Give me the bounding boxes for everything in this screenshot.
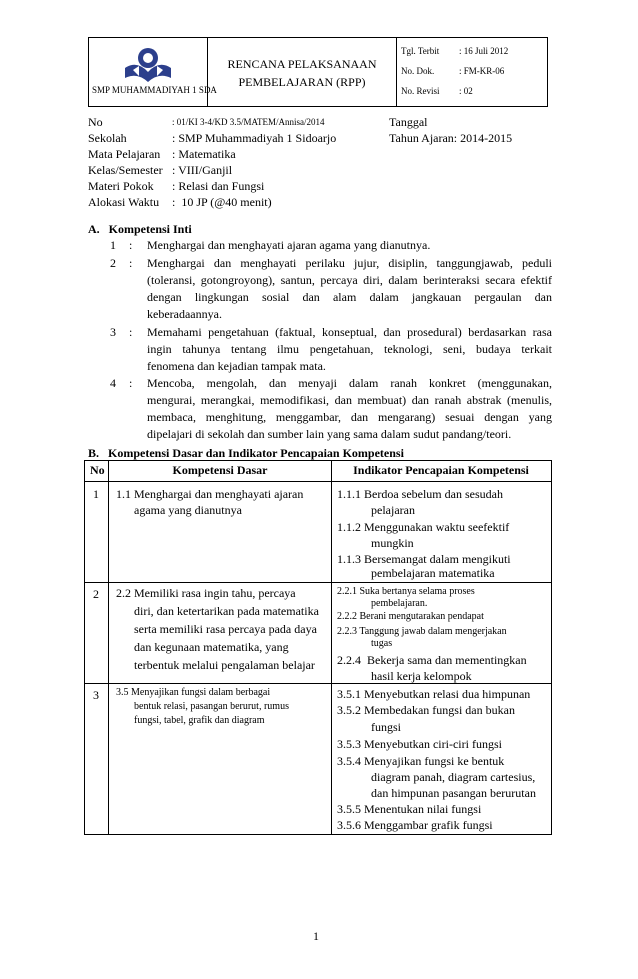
- row-number: 3: [93, 688, 99, 702]
- identity-mapel-label: Mata Pelajaran: [88, 147, 161, 161]
- indicator-text-line: 1.1.3 Bersemangat dalam mengikuti: [337, 552, 511, 566]
- page-number: 1: [313, 929, 319, 943]
- kd-text-line: dan kegunaan matematika, yang: [134, 640, 289, 654]
- table-header-indicator: Indikator Pencapaian Kompetensi: [353, 463, 529, 477]
- identity-mapel-value: : Matematika: [172, 147, 236, 161]
- row-number: 2: [93, 587, 99, 601]
- document-title-line2: PEMBELAJARAN (RPP): [238, 75, 366, 89]
- indicator-text-line: 2.2.1 Suka bertanya selama proses: [337, 586, 475, 597]
- ki-number: 3: [110, 325, 116, 339]
- ki-text-line: ingin tahunya tentang ilmu pengetahuan, teknologi, seni, budaya terkait: [147, 342, 552, 356]
- ki-colon: :: [129, 376, 133, 390]
- indicator-text-line: pembelajaran.: [371, 598, 428, 609]
- indicator-text-line: 3.5.6 Menggambar grafik fungsi: [337, 818, 493, 832]
- identity-sekolah-value: : SMP Muhammadiyah 1 Sidoarjo: [172, 131, 337, 145]
- indicator-text-line: 3.5.5 Menentukan nilai fungsi: [337, 802, 482, 816]
- indicator-text-line: fungsi: [371, 720, 401, 734]
- indicator-text-line: pembelajaran matematika: [371, 566, 495, 580]
- identity-tanggal-label: Tanggal: [389, 115, 428, 129]
- ki-number: 1: [110, 238, 116, 252]
- school-logo-text: SMP MUHAMMADIYAH 1 SDA: [92, 85, 217, 95]
- identity-alokasi-value: : 10 JP (@40 menit): [172, 195, 272, 209]
- indicator-text-line: 3.5.3 Menyebutkan ciri-ciri fungsi: [337, 737, 502, 751]
- indicator-text-line: diagram panah, diagram cartesius,: [371, 770, 536, 784]
- indicator-text-line: 2.2.4 Bekerja sama dan mementingkan: [337, 653, 527, 667]
- indicator-text-line: mungkin: [371, 536, 414, 550]
- school-logo-icon: [119, 46, 177, 86]
- ki-number: 2: [110, 256, 116, 270]
- meta-label-dok: No. Dok.: [401, 66, 435, 76]
- identity-materi-label: Materi Pokok: [88, 179, 154, 193]
- kd-text-line: terbentuk melalui pengalaman belajar: [134, 658, 315, 672]
- table-header-kd: Kompetensi Dasar: [172, 463, 268, 477]
- indicator-text-line: 3.5.1 Menyebutkan relasi dua himpunan: [337, 687, 531, 701]
- indicator-text-line: 2.2.3 Tanggung jawab dalam mengerjakan: [337, 626, 507, 637]
- ki-text-line: Menghargai dan menghayati perilaku jujur, disiplin, tanggungjawab, peduli: [147, 256, 552, 270]
- kd-text-line: 2.2 Memiliki rasa ingin tahu, percaya: [116, 586, 296, 600]
- ki-colon: :: [129, 256, 133, 270]
- section-b-title: B. Kompetensi Dasar dan Indikator Pencapaian Kompetensi: [88, 446, 404, 460]
- kd-text-line: serta memiliki rasa percaya pada daya: [134, 622, 317, 636]
- ki-text-line: Menghargai dan menghayati ajaran agama yang dianutnya.: [147, 238, 431, 252]
- ki-text-line: membaca, menghitung, menggambar, dan mengarang) sesuai dengan yang: [147, 410, 552, 424]
- ki-text-line: Mencoba, mengolah, dan menyaji dalam ranah konkret (menggunakan,: [147, 376, 552, 390]
- kd-text-line: diri, dan ketertarikan pada matematika: [134, 604, 319, 618]
- ki-text-line: keberadaannya.: [147, 307, 222, 321]
- identity-no-value: : 01/KI 3-4/KD 3.5/MATEM/Annisa/2014: [172, 117, 325, 127]
- table-header-no: No: [90, 463, 105, 477]
- identity-alokasi-label: Alokasi Waktu: [88, 195, 160, 209]
- ki-text-line: fenomena dan kejadian tampak mata.: [147, 359, 326, 373]
- ki-text-line: mengurai, merangkai, memodifikasi, dan membuat) dan ranah abstrak (menulis,: [147, 393, 552, 407]
- meta-value-dok: : FM-KR-06: [459, 66, 505, 76]
- kd-text-line: fungsi, tabel, grafik dan diagram: [134, 715, 265, 726]
- indicator-text-line: 1.1.1 Berdoa sebelum dan sesudah: [337, 487, 503, 501]
- indicator-text-line: 3.5.2 Membedakan fungsi dan bukan: [337, 703, 515, 717]
- document-header: [88, 37, 548, 107]
- indicator-text-line: tugas: [371, 638, 393, 649]
- section-a-title: A. Kompetensi Inti: [88, 222, 192, 236]
- identity-materi-value: : Relasi dan Fungsi: [172, 179, 265, 193]
- identity-no-label: No: [88, 115, 103, 129]
- meta-value-rev: : 02: [459, 86, 473, 96]
- indicator-text-line: dan himpunan pasangan berurutan: [371, 786, 536, 800]
- indicator-text-line: pelajaran: [371, 503, 415, 517]
- meta-label-rev: No. Revisi: [401, 86, 440, 96]
- ki-colon: :: [129, 325, 133, 339]
- identity-sekolah-label: Sekolah: [88, 131, 127, 145]
- indicator-text-line: 1.1.2 Menggunakan waktu seefektif: [337, 520, 510, 534]
- identity-kelas-value: : VIII/Ganjil: [172, 163, 233, 177]
- ki-text-line: Memahami pengetahuan (faktual, konseptual, dan prosedural) berdasarkan rasa: [147, 325, 552, 339]
- kd-text-line: 1.1 Menghargai dan menghayati ajaran: [116, 487, 304, 501]
- document-title-line1: RENCANA PELAKSANAAN: [227, 57, 377, 71]
- ki-text-line: dipelajari di sekolah dan sumber lain yang sama dalam sudut pandang/teori.: [147, 427, 512, 441]
- ki-number: 4: [110, 376, 116, 390]
- ki-colon: :: [129, 238, 133, 252]
- meta-label-tgl: Tgl. Terbit: [401, 46, 440, 56]
- identity-tahun-label: Tahun Ajaran: 2014-2015: [389, 131, 513, 145]
- indicator-text-line: 3.5.4 Menyajikan fungsi ke bentuk: [337, 754, 505, 768]
- meta-value-tgl: : 16 Juli 2012: [459, 46, 509, 56]
- kd-text-line: 3.5 Menyajikan fungsi dalam berbagai: [116, 687, 271, 698]
- indicator-text-line: hasil kerja kelompok: [371, 669, 472, 683]
- kd-text-line: bentuk relasi, pasangan berurut, rumus: [134, 701, 289, 712]
- ki-text-line: dengan lingkungan sosial dan alam dalam jangkauan pergaulan dan: [147, 290, 552, 304]
- kd-text-line: agama yang dianutnya: [134, 503, 242, 517]
- identity-kelas-label: Kelas/Semester: [88, 163, 163, 177]
- row-number: 1: [93, 487, 99, 501]
- ki-text-line: (toleransi, gotongroyong), santun, percaya diri, dalam berinteraksi secara efektif: [147, 273, 552, 287]
- indicator-text-line: 2.2.2 Berani mengutarakan pendapat: [337, 611, 484, 622]
